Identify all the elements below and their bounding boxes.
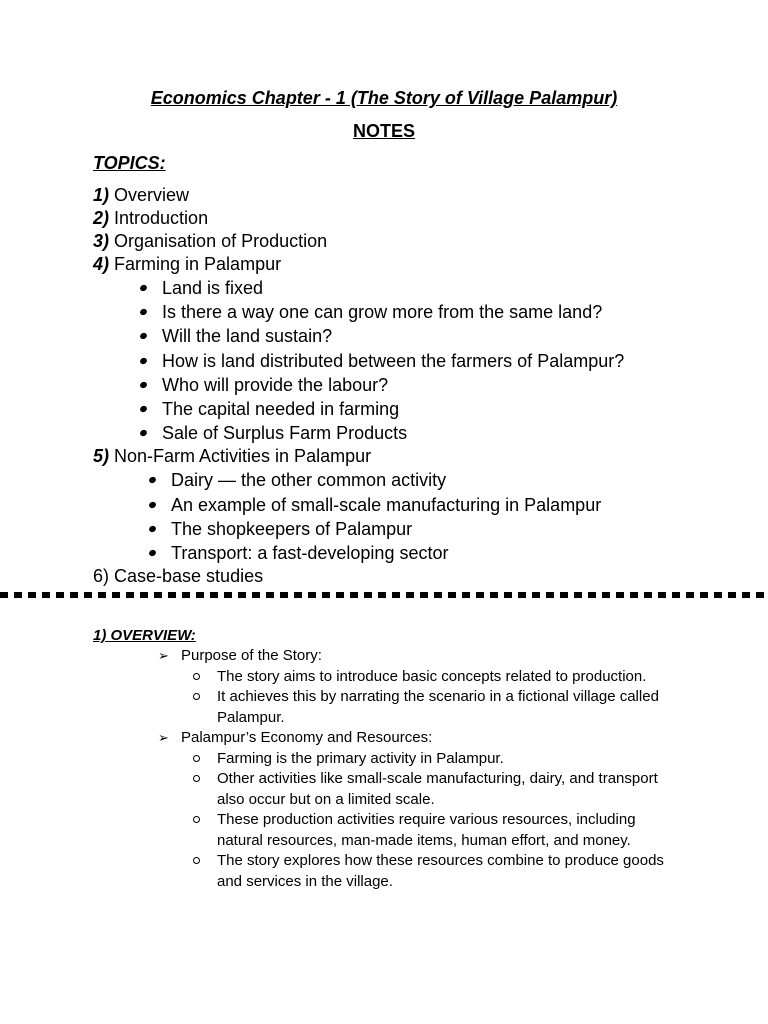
topic-label: Non-Farm Activities in Palampur (109, 446, 372, 467)
subtopic-item (93, 300, 713, 324)
bullet-icon (139, 308, 148, 316)
circle-bullet-icon (193, 775, 200, 782)
topic-item (93, 207, 713, 230)
bullet-icon (139, 405, 148, 413)
circle-bullet-icon (193, 755, 200, 762)
bullet-icon (148, 524, 157, 532)
subtopic-item (93, 493, 713, 517)
topic-number: 4) (93, 254, 110, 274)
arrow-bullet-icon: ➢ (158, 648, 169, 663)
overview-subpoint (0, 810, 677, 851)
topics-heading: TOPICS: (93, 153, 166, 173)
overview-subpoint (0, 749, 677, 770)
topic-label: Farming in Palampur (109, 254, 282, 274)
bullet-icon (148, 549, 157, 557)
subtopic-item (93, 517, 713, 541)
bullet-icon (139, 356, 148, 364)
subtopic-label: An example of small-scale manufacturing in Palampur (171, 494, 602, 515)
subtopic-label: Is there a way one can grow more from the same land? (162, 302, 603, 323)
circle-bullet-icon (193, 816, 200, 823)
topic-number: 5) (93, 446, 110, 467)
bullet-icon (139, 284, 148, 292)
arrow-bullet-icon: ➢ (158, 730, 169, 745)
overview-subpoint (0, 687, 677, 728)
subtopic-item (93, 421, 713, 445)
subtopic-label: How is land distributed between the farmers of Palampur? (162, 350, 625, 371)
overview-subpoint-label: The story explores how these resources combine to produce goods and services in the village. (217, 852, 664, 890)
notes-heading: NOTES (352, 121, 415, 141)
topic-label: Introduction (109, 208, 209, 228)
overview-point-label: Purpose of the Story: (181, 647, 322, 664)
subtopic-label: The capital needed in farming (162, 398, 400, 419)
subtopic-label: Will the land sustain? (162, 326, 333, 347)
topic-item (93, 445, 713, 468)
bullet-icon (139, 381, 148, 389)
topic-number: 2) (93, 208, 110, 228)
topic-label: Overview (109, 185, 190, 205)
overview-subpoint-label: Other activities like small-scale manufacturing, dairy, and transport also occur but on a limited scale. (217, 770, 658, 808)
subtopic-item (93, 397, 713, 421)
overview-heading: 1) OVERVIEW: (93, 627, 196, 644)
overview-point (0, 728, 768, 749)
subtopic-label: Sale of Surplus Farm Products (162, 423, 408, 444)
overview-subpoint (0, 851, 677, 892)
topic-label: Organisation of Production (109, 231, 328, 251)
subtopic-label: Dairy — the other common activity (171, 470, 447, 491)
overview-subpoint-label: The story aims to introduce basic concepts related to production. (217, 667, 647, 685)
subtopic-item (93, 541, 713, 565)
overview-subpoint (0, 769, 677, 810)
topic-item: 6) Case-base studies (93, 566, 264, 587)
overview-point (0, 646, 768, 667)
topic-number: 3) (93, 231, 110, 251)
topic-item (93, 230, 713, 253)
subtopic-label: Who will provide the labour? (162, 374, 389, 395)
circle-bullet-icon (193, 857, 200, 864)
subtopic-label: Land is fixed (162, 278, 264, 298)
circle-bullet-icon (193, 673, 200, 680)
overview-subpoint-label: These production activities require various resources, including natural resources, man-made items, human effort, and money. (217, 811, 636, 849)
circle-bullet-icon (193, 693, 200, 700)
bullet-icon (148, 476, 157, 484)
overview-body (0, 646, 768, 892)
subtopic-item (93, 276, 713, 300)
topic-item (93, 184, 713, 207)
subtopic-item (93, 324, 713, 348)
topics-list (93, 184, 713, 588)
bullet-icon (139, 332, 148, 340)
subtopic-label: Transport: a fast-developing sector (171, 542, 449, 563)
subtopic-label: The shopkeepers of Palampur (171, 518, 413, 539)
bullet-icon (148, 500, 157, 508)
topic-item (93, 253, 713, 276)
overview-subpoint-label: It achieves this by narrating the scenario in a fictional village called Palampur. (217, 688, 659, 726)
section-divider (0, 592, 768, 598)
overview-subpoint-label: Farming is the primary activity in Palampur. (217, 749, 504, 767)
overview-point-label: Palampur’s Economy and Resources: (181, 729, 433, 746)
bullet-icon (139, 429, 148, 437)
topic-number: 1) (93, 185, 110, 205)
subtopic-item (93, 349, 713, 373)
subtopic-item (93, 373, 713, 397)
overview-subpoint (0, 667, 677, 688)
subtopic-item (93, 468, 713, 492)
page-title: Economics Chapter - 1 (The Story of Village Palampur) (150, 88, 618, 108)
